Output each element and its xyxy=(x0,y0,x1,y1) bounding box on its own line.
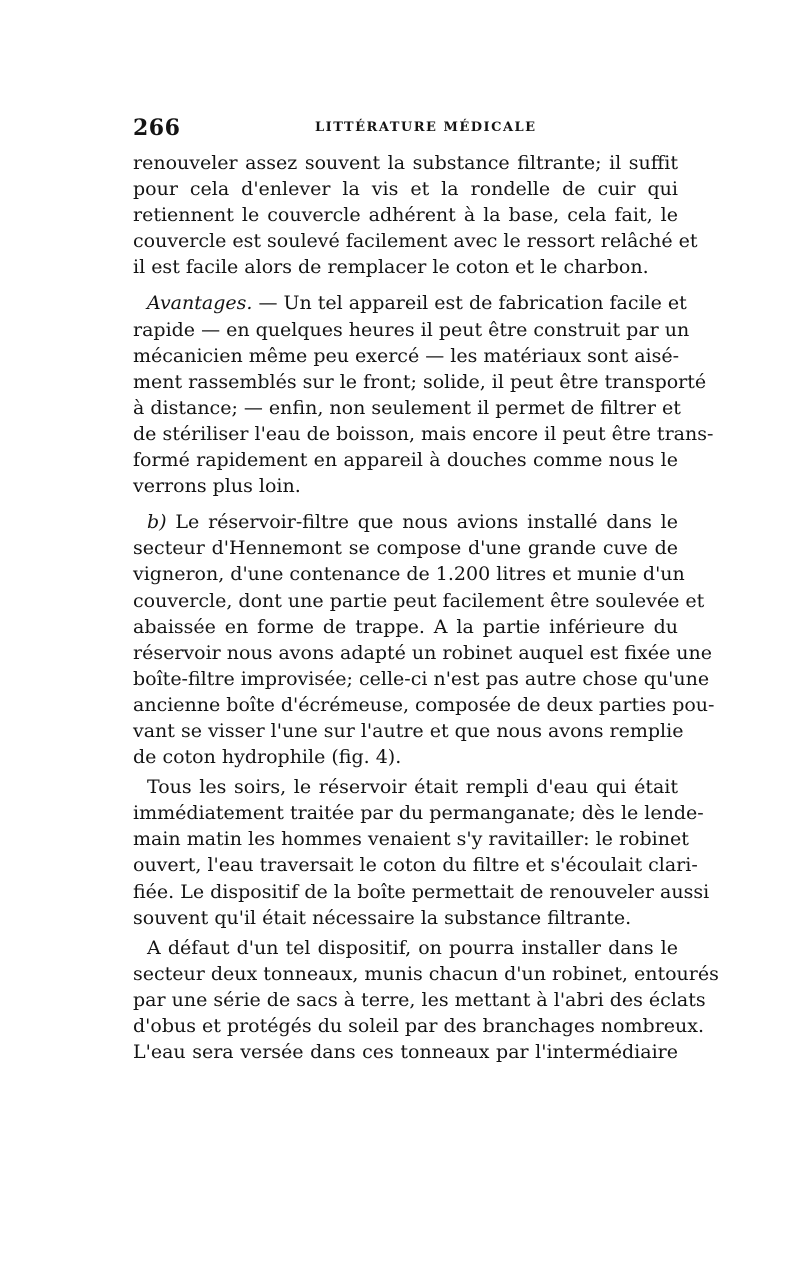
text-line: de stériliser l'eau de boisson, mais encore il peut être trans- xyxy=(133,422,714,445)
text-line: retiennent le couvercle adhérent à la base, cela fait, le xyxy=(133,204,678,227)
paragraph-spacer xyxy=(133,280,678,290)
running-head: LITTÉRATURE MÉDICALE xyxy=(315,120,537,135)
text-line: mécanicien même peu exercé — les matériaux sont aisé- xyxy=(133,344,680,367)
text-line: pour cela d'enlever la vis et la rondelle de cuir qui xyxy=(133,178,678,201)
text-line: secteur deux tonneaux, munis chacun d'un robinet, entourés xyxy=(133,962,719,985)
text-line: à distance; — enfin, non seulement il permet de filtrer et xyxy=(133,396,681,419)
text-line: couvercle, dont une partie peut facilement être soulevée et xyxy=(133,589,705,612)
paragraph-2 xyxy=(133,290,714,499)
paragraph-5 xyxy=(133,935,719,1065)
page-header xyxy=(133,115,678,145)
paragraph-3 xyxy=(133,509,715,770)
text-line: A défaut d'un tel dispositif, on pourra installer dans le xyxy=(147,936,678,959)
text-line: ancienne boîte d'écrémeuse, composée de deux parties pou- xyxy=(133,693,715,716)
text-line: rapide — en quelques heures il peut être construit par un xyxy=(133,318,690,341)
text-line: fiée. Le dispositif de la boîte permettait de renouveler aussi xyxy=(133,880,710,903)
text-line: souvent qu'il était nécessaire la substance filtrante. xyxy=(133,906,632,929)
text-line: vant se visser l'une sur l'autre et que nous avons remplie xyxy=(133,719,684,742)
text-line: verrons plus loin. xyxy=(133,475,301,498)
text-line-lead xyxy=(133,509,678,535)
text-line: main matin les hommes venaient s'y ravitailler: le robinet xyxy=(133,828,689,851)
text-line: d'obus et protégés du soleil par des branchages nombreux. xyxy=(133,1015,705,1037)
list-marker-b: b) xyxy=(147,511,167,534)
text-line: boîte-filtre improvisée; celle-ci n'est pas autre chose qu'une xyxy=(133,667,710,690)
text-line: couvercle est soulevé facilement avec le ressort relâché et xyxy=(133,230,698,253)
lead-rest: — Un tel appareil est de fabrication facile et xyxy=(252,292,687,315)
paragraph-1 xyxy=(133,150,698,280)
section-heading-advantages: Avantages. xyxy=(147,292,253,315)
text-line: de coton hydrophile (fig. 4). xyxy=(133,746,402,769)
body-text xyxy=(133,150,719,1065)
text-line: abaissée en forme de trappe. A la partie inférieure du xyxy=(133,615,678,638)
text-line: secteur d'Hennemont se compose d'une grande cuve de xyxy=(133,537,678,560)
text-line: il est facile alors de remplacer le coton et le charbon. xyxy=(133,256,649,279)
text-line: immédiatement traitée par du permanganate; dès le lende- xyxy=(133,802,704,825)
page-number: 266 xyxy=(133,115,181,141)
text-line-lead xyxy=(133,290,687,316)
text-line: vigneron, d'une contenance de 1.200 litres et munie d'un xyxy=(133,563,685,586)
text-line: Tous les soirs, le réservoir était rempli d'eau qui était xyxy=(147,776,678,799)
text-line: ouvert, l'eau traversait le coton du filtre et s'écoulait clari- xyxy=(133,854,698,877)
text-line: ment rassemblés sur le front; solide, il peut être transporté xyxy=(133,370,707,393)
paragraph-spacer xyxy=(133,499,678,509)
text-line: réservoir nous avons adapté un robinet auquel est fixée une xyxy=(133,641,712,664)
text-line: renouveler assez souvent la substance filtrante; il suffit xyxy=(133,152,678,174)
lead-rest: Le réservoir-filtre que nous avions installé dans le xyxy=(166,511,678,534)
text-line: formé rapidement en appareil à douches comme nous le xyxy=(133,449,678,472)
text-line: L'eau sera versée dans ces tonneaux par l'intermédiaire xyxy=(133,1041,678,1064)
text-line: par une série de sacs à terre, les mettant à l'abri des éclats xyxy=(133,988,706,1011)
paragraph-4 xyxy=(133,774,710,931)
